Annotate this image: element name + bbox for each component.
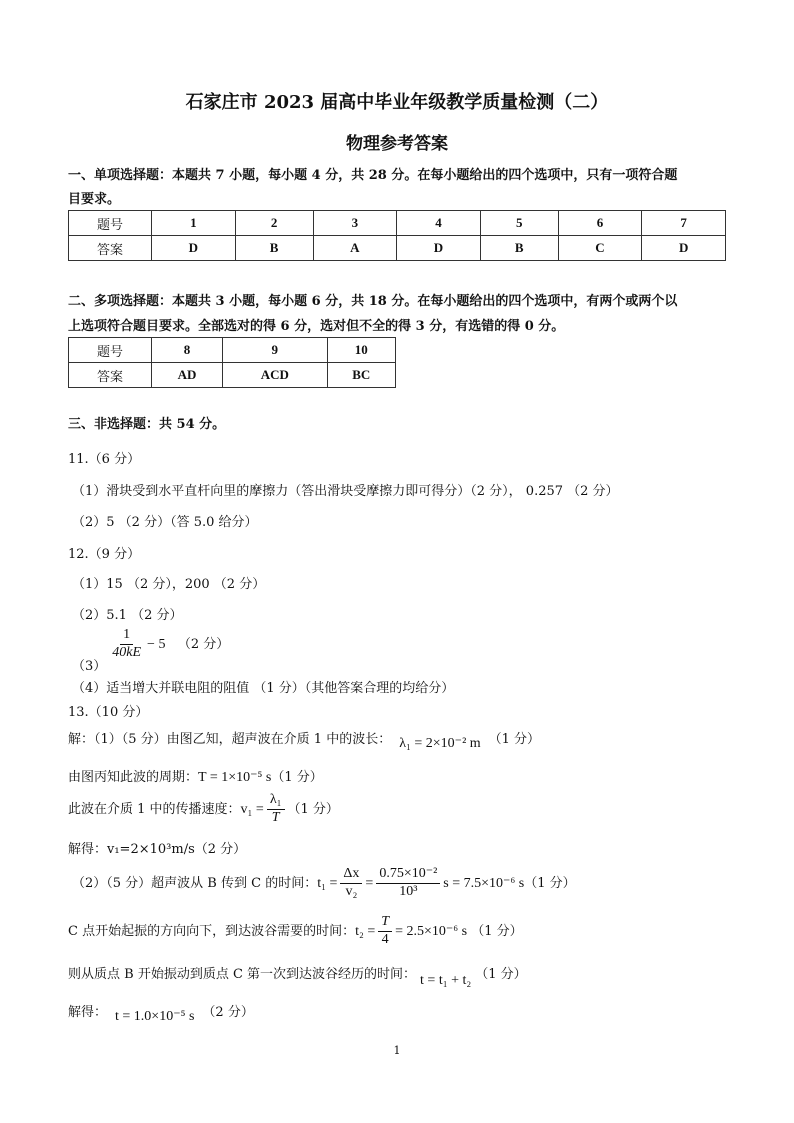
q13-line1 xyxy=(68,728,541,751)
q13-line5: （2）（5 分）超声波从 B 传到 C 的时间：t₁ = $\frac{\Delta x}{\text{v₂}}$ = $\frac{\text{0.75×10⁻²}}{\text{10³}}$ s = 7.5×10⁻⁶ s（1 分） xyxy=(72,866,576,899)
section2-instructions: 二、多项选择题：本题共 3 小题，每小题 6 分，共 18 分。在每小题给出的四个选项中，有两个或两个以 xyxy=(68,294,678,309)
fraction xyxy=(378,914,392,949)
q13-line4: 解得：v₁=2×10³m/s（2 分） xyxy=(68,842,247,857)
numerator: Δx xyxy=(340,866,362,884)
score: （1 分） xyxy=(475,967,527,982)
q13-line6 xyxy=(68,914,523,949)
q13-line3 xyxy=(68,792,339,827)
table-row xyxy=(69,211,726,236)
q13-line8 xyxy=(68,1001,254,1024)
q13-line7 xyxy=(68,963,527,988)
table-cell: 10 xyxy=(327,338,395,363)
score: （1 分） xyxy=(524,875,576,891)
math-text: T = 1×10⁻⁵ s xyxy=(198,770,272,785)
q12-part3 xyxy=(72,627,230,674)
q13-line2 xyxy=(68,766,323,786)
q11-heading: 11.（6 分） xyxy=(68,452,141,467)
fraction xyxy=(340,866,362,901)
section1-instructions-cont: 目要求。 xyxy=(68,192,121,207)
table-cell: A xyxy=(313,236,397,261)
table-cell: B xyxy=(480,236,558,261)
table-cell: 4 xyxy=(397,211,481,236)
table-cell: AD xyxy=(152,363,223,388)
text: 解得： xyxy=(68,1005,108,1020)
table-cell: BC xyxy=(327,363,395,388)
table-cell: B xyxy=(235,236,313,261)
math-text: − 5 xyxy=(147,636,166,652)
table-header-cell: 答案 xyxy=(69,236,152,261)
denominator: 4 xyxy=(381,931,389,947)
denominator: 10³ xyxy=(399,883,418,899)
denominator: v₂ xyxy=(345,883,358,899)
section2-instructions-cont: 上选项符合题目要求。全部选对的得 6 分，选对但不全的得 3 分，有选错的得 0 分。 xyxy=(68,319,565,334)
table-row xyxy=(69,363,396,388)
text: （2）（5 分）超声波从 B 传到 C 的时间： xyxy=(72,875,318,891)
score: （1 分） xyxy=(271,770,323,785)
math-text: v₁ = xyxy=(240,801,264,817)
page-number: 1 xyxy=(393,1044,401,1057)
table-cell: D xyxy=(642,236,726,261)
math-text: t₁ = xyxy=(317,875,338,891)
table-cell: 9 xyxy=(222,338,327,363)
document-subtitle: 物理参考答案 xyxy=(346,134,448,154)
score: （2 分） xyxy=(202,1005,254,1020)
score: （1 分） xyxy=(488,732,541,747)
table-cell: C xyxy=(558,236,642,261)
q12-part1: （1）15 （2 分），200 （2 分） xyxy=(72,577,266,592)
q12-part2: （2）5.1 （2 分） xyxy=(72,608,183,623)
score: （1 分） xyxy=(471,923,523,939)
denominator: 40kE xyxy=(112,644,142,660)
q12-part3-label: （3） xyxy=(72,658,107,674)
document-title: 石家庄市 2023 届高中毕业年级教学质量检测（二） xyxy=(185,92,609,113)
table-cell: 3 xyxy=(313,211,397,236)
fraction xyxy=(376,866,440,901)
table-header-cell: 题号 xyxy=(69,338,152,363)
math-text: t₂ = xyxy=(355,923,376,939)
numerator: λ₁ xyxy=(267,792,285,810)
table-cell: 8 xyxy=(152,338,223,363)
q12-part4: （4）适当增大并联电阻的阻值 （1 分）（其他答案合理的均给分） xyxy=(72,681,455,696)
text: 解：（1）（5 分）由图乙知，超声波在介质 1 中的波长： xyxy=(68,732,392,747)
q13-heading: 13.（10 分） xyxy=(68,705,149,720)
section2-answer-table xyxy=(68,337,396,388)
table-cell: 7 xyxy=(642,211,726,236)
table-cell: ACD xyxy=(222,363,327,388)
q11-part2: （2）5 （2 分）（答 5.0 给分） xyxy=(72,515,258,530)
table-cell: 6 xyxy=(558,211,642,236)
score: （2 分） xyxy=(177,636,230,652)
section1-instructions: 一、单项选择题：本题共 7 小题，每小题 4 分，共 28 分。在每小题给出的四个选项中，只有一项符合题 xyxy=(68,168,678,183)
table-cell: D xyxy=(397,236,481,261)
table-header-cell: 答案 xyxy=(69,363,152,388)
section3-heading: 三、非选择题：共 54 分。 xyxy=(68,417,226,432)
q12-heading: 12.（9 分） xyxy=(68,547,141,562)
math-text: λ₁ = 2×10⁻² m xyxy=(399,736,481,751)
text: 则从质点 B 开始振动到质点 C 第一次到达波谷经历的时间： xyxy=(68,967,417,982)
math-text: t = 1.0×10⁻⁵ s xyxy=(115,1009,195,1024)
text: 由图丙知此波的周期： xyxy=(68,770,199,785)
table-cell: D xyxy=(152,236,236,261)
q11-part1: （1）滑块受到水平直杆向里的摩擦力（答出滑块受摩擦力即可得分）（2 分）， 0.257 （2 分） xyxy=(72,484,619,499)
score: （1 分） xyxy=(287,801,339,817)
text: C 点开始起振的方向向下，到达波谷需要的时间： xyxy=(68,923,356,939)
numerator: 1 xyxy=(120,627,133,645)
numerator: T xyxy=(378,914,392,932)
table-cell: 1 xyxy=(152,211,236,236)
math-text: s = 7.5×10⁻⁶ s xyxy=(443,875,525,891)
numerator: 0.75×10⁻² xyxy=(376,866,440,884)
table-cell: 5 xyxy=(480,211,558,236)
text: 此波在介质 1 中的传播速度： xyxy=(68,801,241,817)
table-row xyxy=(69,236,726,261)
denominator: T xyxy=(271,809,280,825)
table-cell: 2 xyxy=(235,211,313,236)
fraction xyxy=(109,627,144,662)
fraction xyxy=(267,792,285,827)
table-row xyxy=(69,338,396,363)
math-text: = 2.5×10⁻⁶ s xyxy=(395,923,468,939)
table-header-cell: 题号 xyxy=(69,211,152,236)
math-text: t = t₁ + t₂ xyxy=(420,973,472,988)
section1-answer-table xyxy=(68,210,726,261)
